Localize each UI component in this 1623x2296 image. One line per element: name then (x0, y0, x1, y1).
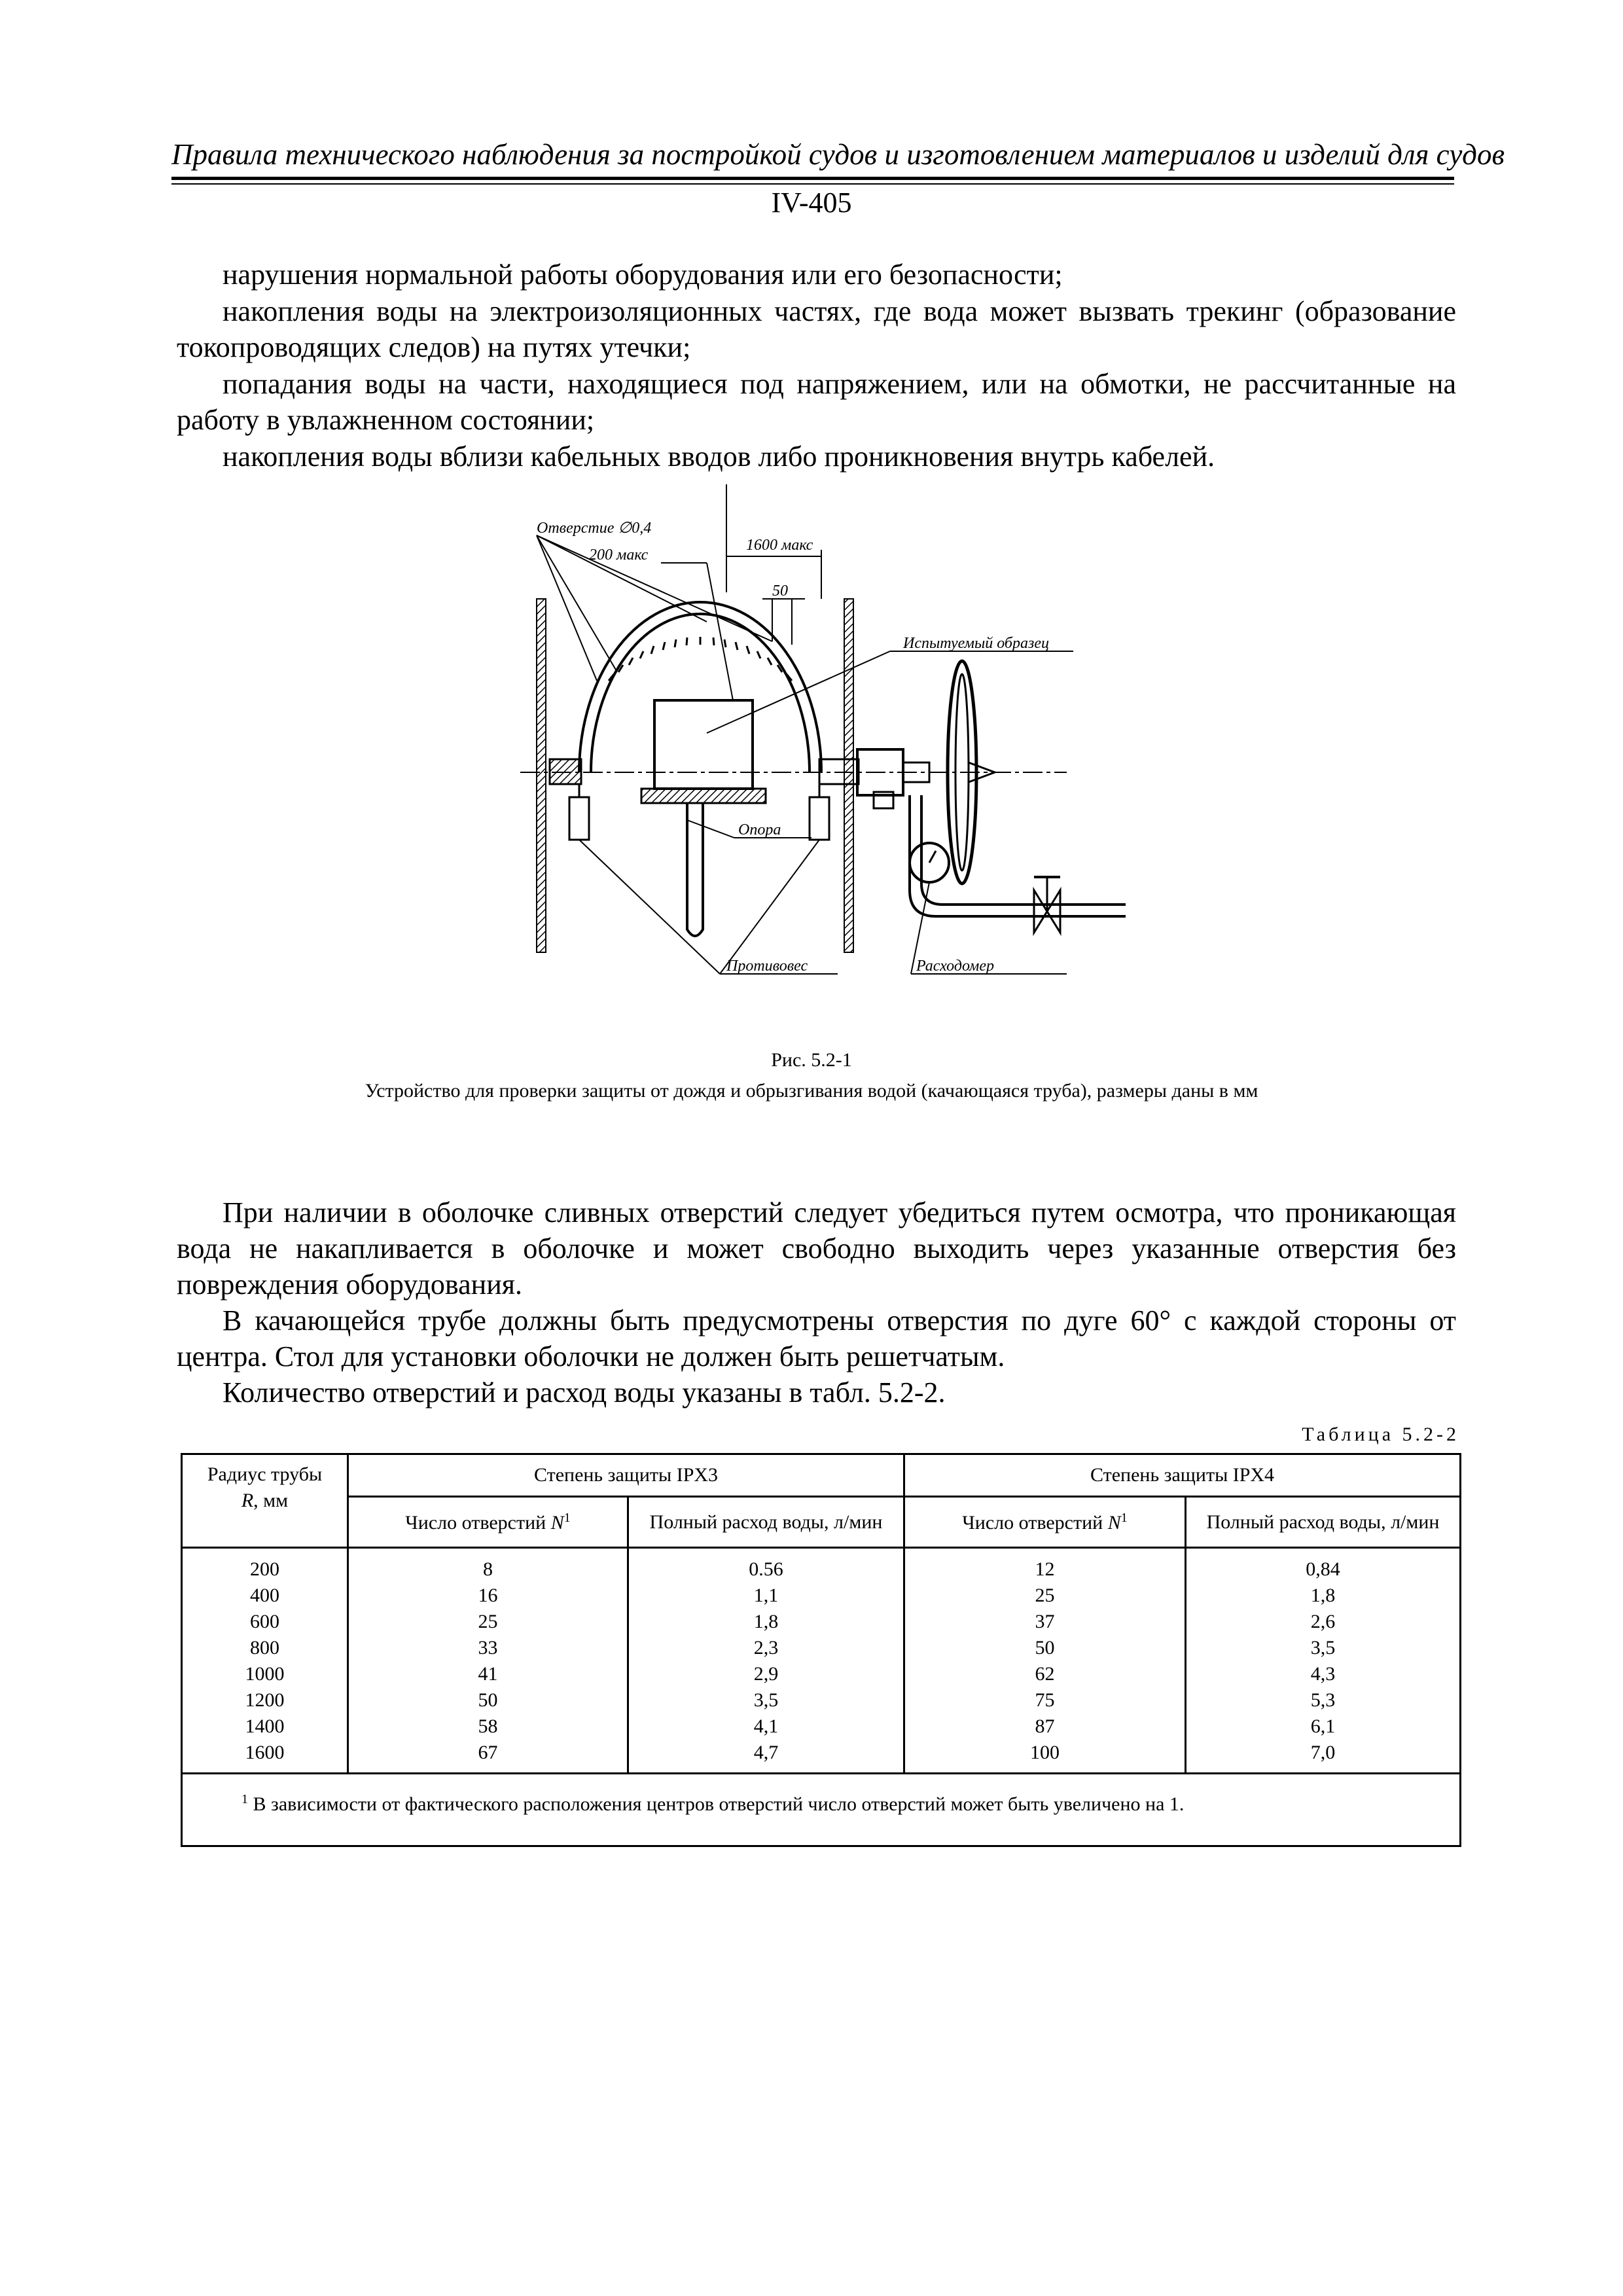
table-label: Таблица 5.2-2 (1302, 1424, 1459, 1445)
header-radius-unit: , мм (253, 1490, 289, 1511)
header-rule-thick (171, 177, 1454, 180)
header-radius-symbol: R (241, 1490, 254, 1511)
table-cell: 1400 (245, 1715, 285, 1737)
table-cell: 87 (1035, 1715, 1055, 1737)
header-rule-thin (171, 183, 1454, 185)
table-cell: 12 (1035, 1558, 1055, 1580)
intro-item-3: попадания воды на части, находящиеся под напряжением, или на обмотки, не рассчитанные на работу в увлажненном состоянии; (177, 368, 1456, 436)
table-cell: 0,84 (1306, 1558, 1340, 1580)
header-holes-sup: 1 (1120, 1510, 1128, 1525)
left-wall (537, 599, 546, 952)
table-cell: 200 (250, 1558, 279, 1580)
ipx3-flow-column (628, 1548, 904, 1774)
table-cell: 50 (1035, 1637, 1055, 1659)
table-cell: 67 (478, 1742, 498, 1763)
table-cell: 800 (250, 1637, 279, 1659)
table-cell: 0.56 (749, 1558, 783, 1580)
label-test-sample: Испытуемый образец (903, 635, 1050, 652)
table-cell: 62 (1035, 1663, 1055, 1685)
table-cell: 4,3 (1310, 1663, 1336, 1685)
header-ipx3-flow: Полный расход воды, л/мин (628, 1497, 904, 1548)
table-cell: 33 (478, 1637, 498, 1659)
table-cell: 2,3 (753, 1637, 779, 1659)
header-ipx4-flow: Полный расход воды, л/мин (1186, 1497, 1461, 1548)
counterweight-left (569, 797, 589, 840)
header-holes-prefix: Число отверстий (405, 1511, 551, 1534)
table-cell: 58 (478, 1715, 498, 1737)
intro-item-4: накопления воды вблизи кабельных вводов либо проникновения внутрь кабелей. (223, 440, 1215, 473)
table-cell: 25 (478, 1611, 498, 1632)
table-footnote (182, 1774, 1461, 1846)
header-radius (182, 1454, 348, 1548)
hole-flow-table (181, 1453, 1461, 1847)
radius-column (182, 1548, 348, 1774)
page-number: IV-405 (771, 187, 852, 219)
table-cell: 50 (478, 1689, 498, 1711)
swinging-tube-diagram (510, 484, 1139, 1008)
header-ipx3-holes (348, 1497, 628, 1548)
label-support: Опора (738, 821, 781, 838)
figure-caption-text: Устройство для проверки защиты от дождя и обрызгивания водой (качающаяся труба), размеры даны в мм (365, 1080, 1258, 1102)
table-cell: 2,6 (1310, 1611, 1336, 1632)
body-paragraph-1: При наличии в оболочке сливных отверстий следует убедиться путем осмотра, что проникающая вода не накапливается в оболочке и может свободно выходить через указанные отверстия без повреждения оборудования. (177, 1196, 1456, 1300)
table-cell: 5,3 (1310, 1689, 1336, 1711)
label-hole: Отверстие ∅0,4 (537, 520, 652, 537)
body-paragraph-3: Количество отверстий и расход воды указаны в табл. 5.2-2. (223, 1376, 946, 1408)
table-cell: 7,0 (1310, 1742, 1336, 1763)
figure-caption-number: Рис. 5.2-1 (771, 1049, 852, 1071)
ipx4-holes-column (904, 1548, 1186, 1774)
table-cell: 75 (1035, 1689, 1055, 1711)
ipx4-flow-column (1186, 1548, 1461, 1774)
header-ipx4-holes (904, 1497, 1186, 1548)
intro-item-1: нарушения нормальной работы оборудования или его безопасности; (223, 259, 1063, 291)
intro-item-2: накопления воды на электроизоляционных частях, где вода может вызвать трекинг (образование токопроводящих следов) на путях утечки; (177, 295, 1456, 363)
table-cell: 1,8 (753, 1611, 779, 1632)
table-cell: 8 (483, 1558, 493, 1580)
sample-table (641, 789, 766, 803)
footnote-mark: 1 (241, 1792, 248, 1806)
table-cell: 100 (1030, 1742, 1060, 1763)
right-wall (844, 599, 853, 952)
counterweight-right (810, 797, 829, 840)
table-cell: 25 (1035, 1585, 1055, 1606)
table-cell: 1000 (245, 1663, 285, 1685)
header-holes-sup: 1 (563, 1510, 571, 1525)
swing-tube-outer (579, 602, 821, 772)
table-cell: 4,7 (753, 1742, 779, 1763)
table-cell: 1,8 (1310, 1585, 1336, 1606)
label-50: 50 (772, 583, 788, 600)
header-ipx4: Степень защиты IPX4 (904, 1454, 1461, 1497)
table-cell: 1200 (245, 1689, 285, 1711)
running-header: Правила технического наблюдения за постройкой судов и изготовлением материалов и изделий для судов (171, 138, 1505, 171)
table-cell: 41 (478, 1663, 498, 1685)
footnote-text: В зависимости от фактического расположения центров отверстий число отверстий может быть увеличено на 1. (248, 1793, 1185, 1815)
header-holes-n: N (550, 1511, 564, 1534)
table-cell: 600 (250, 1611, 279, 1632)
table-cell: 2,9 (753, 1663, 779, 1685)
table-cell: 37 (1035, 1611, 1055, 1632)
test-sample (654, 700, 753, 789)
label-200-max: 200 макс (589, 547, 649, 564)
table-cell: 1600 (245, 1742, 285, 1763)
table-cell: 16 (478, 1585, 498, 1606)
label-counterweight: Противовес (726, 958, 808, 975)
header-holes-n: N (1107, 1511, 1121, 1534)
table-cell: 3,5 (1310, 1637, 1336, 1659)
table-cell: 3,5 (753, 1689, 779, 1711)
header-ipx3: Степень защиты IPX3 (348, 1454, 904, 1497)
ipx3-holes-column (348, 1548, 628, 1774)
label-1600-max: 1600 макс (746, 537, 813, 554)
table-cell: 1,1 (753, 1585, 779, 1606)
header-holes-prefix: Число отверстий (962, 1511, 1108, 1534)
table-cell: 4,1 (753, 1715, 779, 1737)
supply-pipe-upper (910, 795, 1126, 916)
body-paragraph-2: В качающейся трубе должны быть предусмотрены отверстия по дуге 60° с каждой стороны от центра. Стол для установки оболочки не должен быть решетчатым. (177, 1304, 1456, 1372)
table-cell: 6,1 (1310, 1715, 1336, 1737)
label-flowmeter: Расходомер (916, 958, 995, 975)
header-radius-line1: Радиус трубы (207, 1463, 323, 1485)
table-cell: 400 (250, 1585, 279, 1606)
